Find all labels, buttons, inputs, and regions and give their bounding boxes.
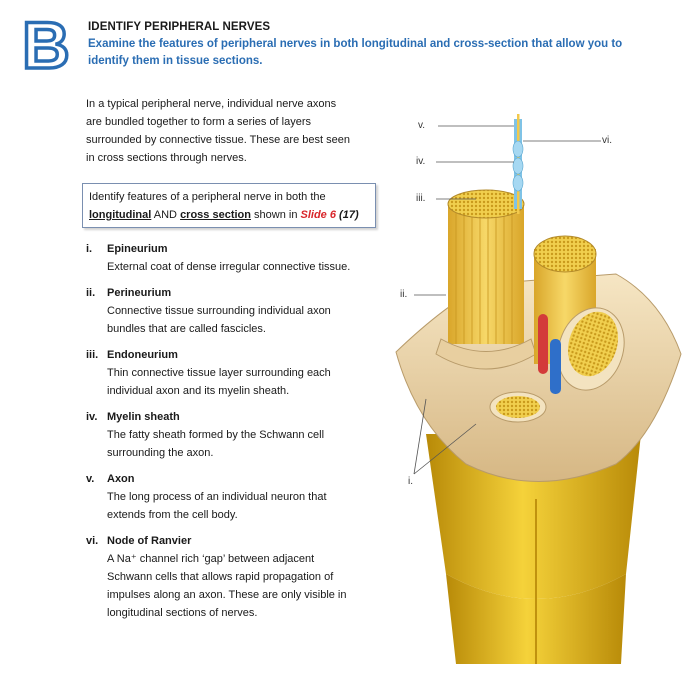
definition-numeral: iii. <box>86 349 99 361</box>
badge-letter: B <box>22 14 70 74</box>
definition-text: individual axon and its myelin sheath. <box>107 385 290 397</box>
intro-line: surrounded by connective tissue. These are best seen <box>86 134 350 146</box>
definition-term: Axon <box>107 473 135 485</box>
fascicle-top <box>448 190 524 218</box>
task-line-2 <box>89 206 369 224</box>
definition-text: The long process of an individual neuron that <box>107 491 327 503</box>
definition-numeral: iv. <box>86 411 98 423</box>
definition-text: Connective tissue surrounding individual axon <box>107 305 331 317</box>
definition-text: External coat of dense irregular connective tissue. <box>107 261 351 273</box>
label-iii: iii. <box>416 193 426 204</box>
task-line-1: Identify features of a peripheral nerve in both the <box>89 191 326 203</box>
definition-text: extends from the cell body. <box>107 509 238 521</box>
label-i: i. <box>408 476 413 487</box>
definition-term: Node of Ranvier <box>107 535 192 547</box>
intro-line: in cross sections through nerves. <box>86 152 247 164</box>
slide-reference: Slide 6 <box>300 209 336 221</box>
label-iv: iv. <box>416 156 426 167</box>
fascicle-longitudinal <box>448 204 524 344</box>
longitudinal-text: longitudinal <box>89 209 152 221</box>
definition-term: Myelin sheath <box>107 411 180 423</box>
nerve-diagram <box>386 104 686 664</box>
subtitle-line-2: identify them in tissue sections. <box>88 55 263 67</box>
and-text: AND <box>151 209 181 221</box>
section-title: IDENTIFY PERIPHERAL NERVES <box>88 21 271 33</box>
definition-text: impulses along an axon. These are only visible in <box>107 589 347 601</box>
intro-line: are bundled together to form a series of layers <box>86 116 312 128</box>
definition-numeral: ii. <box>86 287 96 299</box>
nerve-illustration <box>386 104 686 664</box>
definitions-list <box>86 240 386 622</box>
definition-term: Perineurium <box>107 287 172 299</box>
section-b-badge <box>16 14 76 74</box>
subtitle-line-1: Examine the features of peripheral nerves in both longitudinal and cross-section that allow you to <box>88 38 623 50</box>
slide-number: (17) <box>335 209 359 221</box>
definition-numeral: i. <box>86 243 93 255</box>
definition-item <box>86 408 386 462</box>
definition-text: A Na⁺ channel rich ‘gap’ between adjacent <box>107 553 315 565</box>
definition-item <box>86 470 386 524</box>
label-v: v. <box>418 120 426 131</box>
definition-text: surrounding the axon. <box>107 447 214 459</box>
definition-numeral: vi. <box>86 535 99 547</box>
definition-text: longitudinal sections of nerves. <box>107 607 258 619</box>
definition-text: bundles that are called fascicles. <box>107 323 266 335</box>
fascicle-small <box>496 396 540 418</box>
definition-item <box>86 532 386 622</box>
definition-text: Thin connective tissue layer surrounding each <box>107 367 331 379</box>
section-heading <box>88 21 648 70</box>
intro-line: In a typical peripheral nerve, individual nerve axons <box>86 98 337 110</box>
vein <box>550 339 561 394</box>
section-subtitle <box>88 36 648 70</box>
definition-item <box>86 284 386 338</box>
task-instruction-box <box>82 183 376 228</box>
definition-numeral: v. <box>86 473 95 485</box>
definition-text: Schwann cells that allows rapid propagation of <box>107 571 334 583</box>
definition-term: Epineurium <box>107 243 168 255</box>
shown-in-text: shown in <box>250 209 301 221</box>
definition-item <box>86 240 386 276</box>
definition-text: The fatty sheath formed by the Schwann cell <box>107 429 325 441</box>
artery <box>538 314 548 374</box>
intro-paragraph <box>86 95 386 167</box>
label-vi: vi. <box>602 135 612 146</box>
label-ii: ii. <box>400 289 408 300</box>
cross-section-text: cross section <box>180 209 251 221</box>
definition-item <box>86 346 386 400</box>
definition-term: Endoneurium <box>107 349 178 361</box>
fascicle-right-top <box>534 236 596 272</box>
